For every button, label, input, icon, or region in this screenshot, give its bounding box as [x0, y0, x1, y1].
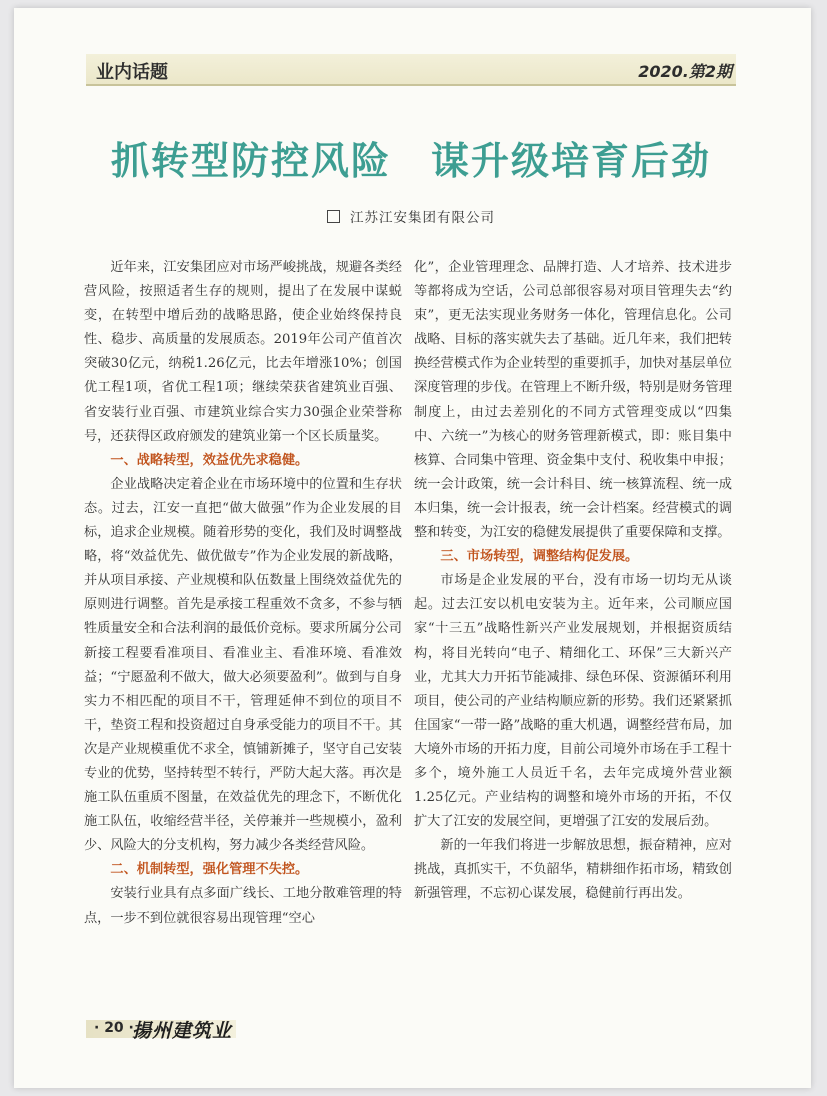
- paragraph: 新的一年我们将进一步解放思想，振奋精神，应对挑战，真抓实干，不负韶华，精耕细作拓市场，精致创新强管理，不忘初心谋发展，稳健前行再出发。: [414, 838, 732, 902]
- issue-label: 2020.第2期: [638, 62, 732, 81]
- author-line: [86, 206, 736, 226]
- paragraph: 安装行业具有点多面广线长、工地分散难管理的特点，一步不到位就很容易出现管理“空心: [84, 886, 402, 926]
- checkbox-square-icon: [327, 210, 340, 223]
- subheading: 一、战略转型，效益优先求稳健。: [110, 452, 309, 468]
- subheading: 二、机制转型，强化管理不失控。: [110, 862, 309, 878]
- author-name: 江苏江安集团有限公司: [350, 210, 495, 226]
- paragraph: 化”，企业管理理念、品牌打造、人才培养、技术进步等都将成为空话，公司总部很容易对项目管理失去“约束”，更无法实现业务财务一体化，管理信息化。公司战略、目标的落实就失去了基础。近几年来，我们把转换经营模式作为企业转型的重要抓手，加快对基层单位深度管理的步伐。在管理上不断升级，特别是财务管理制度上，由过去差别化的不同方式管理变成以“四集中、六统一”为核心的财务管理新模式，即：账目集中核算、合同集中管理、资金集中支付、税收集中申报；统一会计政策，统一会计科目、统一核算流程、统一成本归集，统一会计报表，统一会计档案。经营模式的调整和转变，为江安的稳健发展提供了重要保障和支撑。: [414, 260, 732, 541]
- paragraph: 近年来，江安集团应对市场严峻挑战，规避各类经营风险，按照适者生存的规则，提出了在发展中谋蜕变，在转型中增后劲的战略思路，使企业始终保持良性、稳步、高质量的发展质态。2019年公司产值首次突破30亿元，纳税1.26亿元，比去年增涨10%；创国优工程1项，省优工程1项；继续荣获省建筑业百强、省安装行业百强、市建筑业综合实力30强企业荣誉称号，还获得区政府颁发的建筑业第一个区长质量奖。: [84, 260, 402, 444]
- paragraph: 市场是企业发展的平台，没有市场一切均无从谈起。过去江安以机电安装为主。近年来，公司顺应国家“十三五”战略性新兴产业发展规划，并根据资质结构，将目光转向“电子、精细化工、环保”三大新兴产业，尤其大力开拓节能减排、绿色环保、资源循环利用项目，使公司的产业结构顺应新的形势。我们还紧紧抓住国家“一带一路”战略的重大机遇，调整经营布局，加大境外市场的开拓力度，目前公司境外市场在手工程十多个，境外施工人员近千名，去年完成境外营业额1.25亿元。产业结构的调整和境外市场的开拓，不仅扩大了江安的发展空间，更增强了江安的发展后劲。: [414, 573, 732, 830]
- section-label: 业内话题: [96, 62, 168, 83]
- right-column: [414, 256, 732, 907]
- left-column: [84, 256, 402, 931]
- page-footer: [86, 1018, 256, 1044]
- subheading: 三、市场转型，调整结构促发展。: [440, 549, 639, 565]
- page-header: [86, 54, 736, 86]
- page-number: · 20 ·: [94, 1020, 134, 1036]
- magazine-logo: 揚州建筑业: [132, 1020, 233, 1042]
- article-title: 抓转型防控风险 谋升级培育后劲: [110, 139, 711, 183]
- paragraph: 企业战略决定着企业在市场环境中的位置和生存状态。过去，江安一直把“做大做强”作为企业发展的目标，追求企业规模。随着形势的变化，我们及时调整战略，将“效益优先、做优做专”作为企业发展的新战略，并从项目承接、产业规模和队伍数量上围绕效益优先的原则进行调整。首先是承接工程重效不贪多，不参与牺牲质量安全和合法利润的最低价竞标。要求所属分公司新接工程要看准项目、看准业主、看准环境、看准效益；“宁愿盈利不做大，做大必须要盈利”。做到与自身实力不相匹配的项目不干，管理延伸不到位的项目不干，垫资工程和投资超过自身承受能力的项目不干。其次是产业规模重优不求全，慎铺新摊子，坚守自己安装专业的优势，坚持转型不转行，严防大起大落。再次是施工队伍重质不图量，在效益优先的理念下，不断优化施工队伍，收缩经营半径，关停兼并一些规模小，盈利少、风险大的分支机构，努力减少各类经营风险。: [84, 476, 402, 854]
